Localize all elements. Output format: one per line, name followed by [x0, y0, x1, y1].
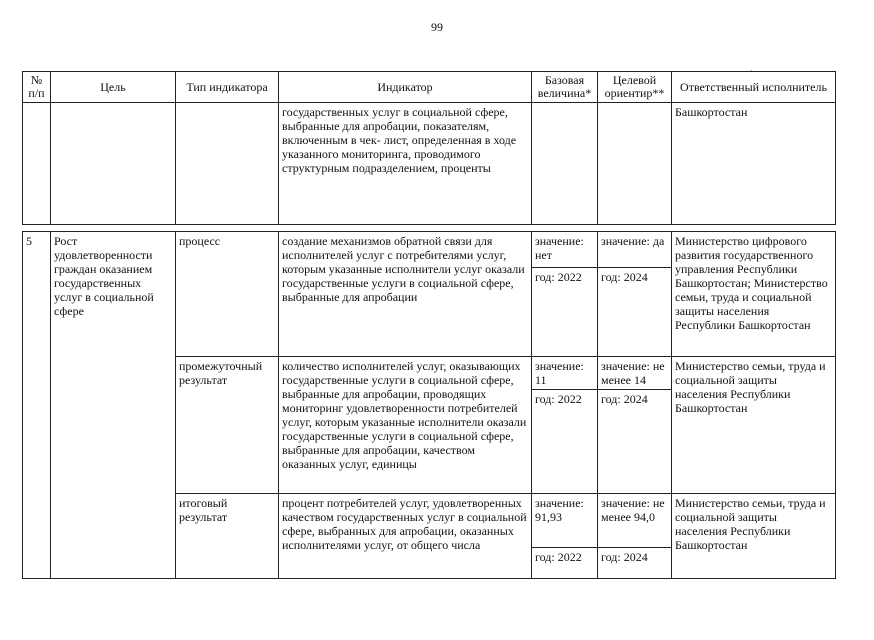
cell-base: [532, 494, 598, 579]
cell-base: [532, 232, 598, 357]
cell-goal: [51, 103, 176, 225]
header-responsible: Ответственный исполнитель: [672, 72, 836, 103]
cell-indicator: процент потребителей услуг, удовлетворенных качеством государственных услуг в социальной сфере, выбранных для апробации, оказанных исполнителями услуг, от общего числа: [279, 494, 532, 579]
base-year: год: 2022: [535, 270, 582, 284]
scan-mark: ·: [750, 66, 753, 76]
cell-base: [532, 103, 598, 225]
cell-responsible: Башкортостан: [672, 103, 836, 225]
cell-target: [598, 357, 672, 494]
target-year: год: 2024: [601, 270, 648, 284]
base-value: значение: 91,93: [532, 494, 597, 548]
cell-indicator: государственных услуг в социальной сфере, выбранные для апробации, показателям, включенным в чек- лист, определенная в ходе указанного мониторинга, проводимого структурным подразделением, проценты: [279, 103, 532, 225]
cell-indicator: количество исполнителей услуг, оказывающих государственные услуги в социальной сфере, выбранные для апробации, проводящих мониторинг удовлетворенности потребителей услуг, которым указанные исполнители оказали государственные услуги в социальной сфере, выбранные для апробации, качеством оказанных услуг, единицы: [279, 357, 532, 494]
target-value: значение: да: [598, 232, 671, 268]
cell-target: [598, 103, 672, 225]
header-indicator-type: Тип индикатора: [176, 72, 279, 103]
cell-num: 5: [23, 232, 51, 579]
base-year: год: 2022: [535, 392, 582, 406]
cell-type: итоговый результат: [176, 494, 279, 579]
row-gap: [23, 225, 836, 232]
cell-type: [176, 103, 279, 225]
header-indicator: Индикатор: [279, 72, 532, 103]
page-number: 99: [431, 20, 443, 34]
cell-goal: Рост удовлетворенности граждан оказанием государственных услуг в социальной сфере: [51, 232, 176, 579]
target-value: значение: не менее 14: [598, 357, 671, 390]
target-year: год: 2024: [601, 550, 648, 564]
table-header-row: [23, 72, 836, 103]
header-target: Целевой ориентир**: [598, 72, 672, 103]
indicators-table: [22, 71, 836, 579]
table-row-continuation: [23, 103, 836, 225]
cell-num: [23, 103, 51, 225]
cell-target: [598, 494, 672, 579]
cell-target: [598, 232, 672, 357]
base-value: значение: нет: [532, 232, 597, 268]
cell-responsible: Министерство семьи, труда и социальной защиты населения Республики Башкортостан: [672, 494, 836, 579]
header-goal: Цель: [51, 72, 176, 103]
target-year: год: 2024: [601, 392, 648, 406]
base-value: значение: 11: [532, 357, 597, 390]
table-row-5-process: [23, 232, 836, 357]
cell-responsible: Министерство цифрового развития государственного управления Республики Башкортостан; Министерство семьи, труда и социальной защиты населения Республики Башкортостан: [672, 232, 836, 357]
base-year: год: 2022: [535, 550, 582, 564]
cell-indicator: создание механизмов обратной связи для исполнителей услуг с потребителями услуг, которым указанные исполнители услуг оказали государственные услуги в социальной сфере, выбранные для апробации: [279, 232, 532, 357]
header-num: № п/п: [23, 72, 51, 103]
cell-type: промежуточный результат: [176, 357, 279, 494]
cell-type: процесс: [176, 232, 279, 357]
cell-responsible: Министерство семьи, труда и социальной защиты населения Республики Башкортостан: [672, 357, 836, 494]
target-value: значение: не менее 94,0: [598, 494, 671, 548]
cell-base: [532, 357, 598, 494]
header-base-value: Базовая величина*: [532, 72, 598, 103]
